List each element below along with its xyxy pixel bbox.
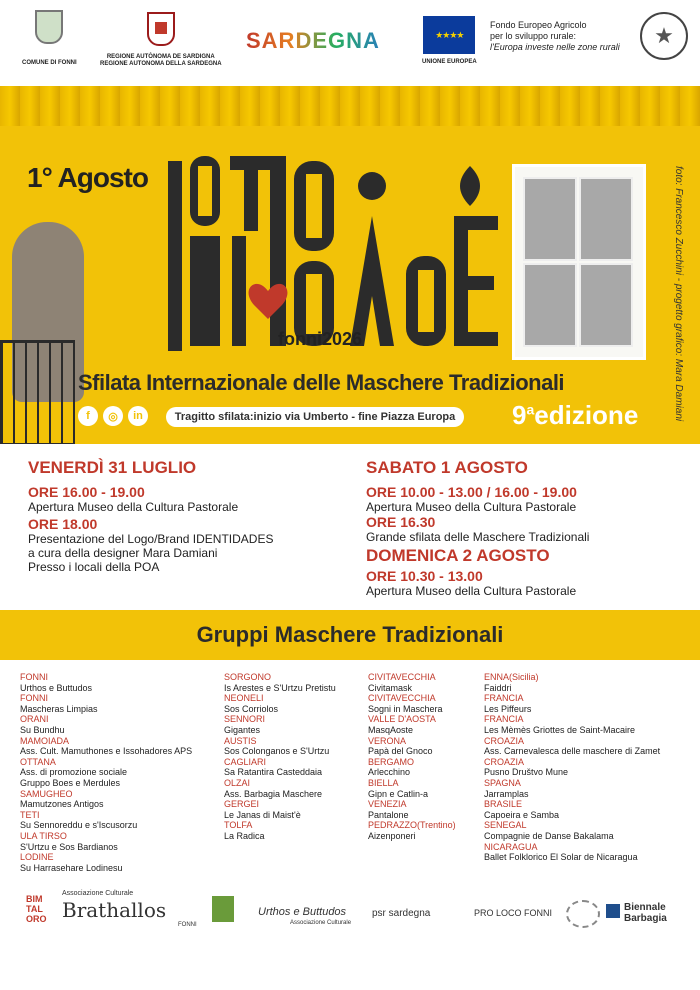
day-friday: VENERDÌ 31 LUGLIO (28, 458, 197, 477)
group-place: ULA TIRSO (20, 830, 67, 841)
time-saturday-2: ORE 16.30 (366, 514, 436, 530)
time-sunday-1: ORE 10.30 - 13.00 (366, 568, 483, 584)
sardegna-logo (246, 28, 380, 54)
event-saturday-2: Grande sfilata delle Maschere Tradizionali (366, 530, 590, 544)
sponsor-bar (0, 890, 700, 940)
group-name: S'Urtzu e Sos Bardianos (20, 841, 118, 852)
group-place: TETI (20, 809, 40, 820)
event-saturday-1: Apertura Museo della Cultura Pastorale (366, 500, 577, 514)
event-friday-2: Presentazione del Logo/Brand IDENTIDADES (28, 532, 274, 546)
barbagia-text: Barbagia (624, 913, 667, 924)
event-date: 1° Agosto (27, 162, 148, 193)
group-place: GERGEI (224, 799, 260, 810)
group-name: Pusno Društvo Mune (484, 767, 569, 778)
group-place: FRANCIA (484, 714, 524, 725)
group-place: ORANI (20, 714, 49, 725)
bim-logo: BIM TAL ORO (26, 894, 47, 924)
regione-crest-icon (147, 12, 175, 46)
group-place: LODINE (20, 852, 54, 863)
biennale-mark-icon (606, 904, 620, 918)
event-friday-1: Apertura Museo della Cultura Pastorale (28, 500, 239, 514)
groups-band (0, 610, 700, 660)
group-place: SENEGAL (484, 820, 527, 831)
social-icons (78, 406, 148, 426)
feasr-line-2: per lo sviluppo rurale: (490, 31, 577, 41)
group-name: Gigantes (224, 724, 261, 735)
instagram-icon[interactable]: ◎ (103, 406, 123, 426)
balcony-railing (0, 340, 75, 444)
group-name: Urthos e Buttudos (20, 682, 93, 693)
comune-crest-icon (35, 10, 63, 44)
urthos-logo: Urthos e Buttudos (258, 906, 347, 918)
feasr-line-1: Fondo Europeo Agricolo (490, 20, 587, 30)
comune-fonni-logo (22, 10, 77, 67)
regione-logo (100, 12, 222, 68)
comune-label: COMUNE DI FONNI (22, 60, 77, 66)
group-name: Gruppo Boes e Merdules (20, 777, 121, 788)
group-name: Su Sennoreddu e s'Iscusorzu (20, 820, 138, 831)
hero-banner (0, 126, 700, 444)
group-name: Les Mèmès Griottes de Saint-Macaire (484, 724, 636, 735)
day-sunday: DOMENICA 2 AGOSTO (366, 546, 550, 565)
sponsor-circle-icon (566, 900, 600, 928)
regione-label-it: REGIONE AUTONOMA DELLA SARDEGNA (100, 61, 222, 67)
italian-republic-emblem-icon: ★ (640, 12, 688, 60)
facebook-icon[interactable]: f (78, 406, 98, 426)
group-place: SAMUGHEO (20, 788, 73, 799)
group-place: NICARAGUA (484, 841, 538, 852)
group-place: FONNI (20, 693, 48, 704)
psr-logo: psr sardegna (372, 908, 431, 919)
groups-column-4 (484, 672, 660, 863)
feasr-text (490, 20, 630, 53)
proloco-logo: PRO LOCO FONNI (474, 908, 553, 918)
group-name: La Radica (224, 830, 265, 841)
brathallos-logo: Brathallos (62, 898, 167, 922)
day-saturday: SABATO 1 AGOSTO (366, 458, 528, 477)
group-place: FONNI (20, 672, 48, 682)
group-place: CIVITAVECCHIA (368, 672, 436, 682)
group-name: Ass. di promozione sociale (20, 767, 128, 778)
group-place: CROAZIA (484, 756, 525, 767)
group-place: VERONA (368, 735, 407, 746)
group-place: TOLFA (224, 820, 253, 831)
group-name: Mamutzones Antigos (20, 799, 104, 810)
schedule-section (0, 444, 700, 610)
groups-column-2 (224, 672, 336, 842)
window-image (512, 164, 646, 360)
group-place: OLZAI (224, 777, 251, 788)
biennale-logo (624, 902, 667, 924)
edition-ordinal: a (526, 401, 535, 418)
brathallos-sub: FONNI (178, 922, 197, 928)
brathallos-assoc: Associazione Culturale (62, 890, 134, 897)
event-friday-4: Presso i locali della POA (28, 560, 160, 574)
group-place: AUSTIS (224, 735, 257, 746)
group-name: Sos Colonganos e S'Urtzu (224, 746, 330, 757)
event-friday-3: a cura della designer Mara Damiani (28, 546, 218, 560)
group-name: Su Bundhu (20, 724, 65, 735)
group-name: Papà del Gnoco (368, 746, 433, 757)
groups-column-3 (368, 672, 456, 842)
group-name: Ass. Cult. Mamuthones e Issohadores APS (20, 746, 193, 757)
leaf-logo-icon (212, 896, 234, 922)
group-place: NEONELI (224, 693, 264, 704)
fonni-2026-label: fonni2026 (278, 329, 363, 349)
group-name: Aizenponeri (368, 830, 416, 841)
urthos-sub: Associazione Culturale (290, 920, 352, 926)
group-place: ENNA(Sicilia) (484, 672, 539, 682)
group-name: Gipn e Catlin-a (368, 788, 429, 799)
group-name: Civitamask (368, 682, 413, 693)
sardegna-text: SARDEGNA (246, 28, 380, 53)
group-place: VENEZIA (368, 799, 407, 810)
group-place: SORGONO (224, 672, 272, 682)
biennale-text: Biennale (624, 902, 666, 913)
group-name: Compagnie de Danse Bakalama (484, 830, 614, 841)
event-subtitle: Sfilata Internazionale delle Maschere Tradizionali (78, 370, 565, 395)
group-name: Faiddri (484, 682, 512, 693)
group-name: Les Piffeurs (484, 703, 532, 714)
group-name: Ballet Folklorico El Solar de Nicaragua (484, 852, 638, 863)
edition-label (512, 400, 638, 431)
group-place: VALLE D'AOSTA (368, 714, 436, 725)
group-place: BIELLA (368, 777, 399, 788)
group-name: Pantalone (368, 809, 409, 820)
group-name: Jarramplas (484, 788, 529, 799)
photo-credit: foto: Francesco Zucchini - progetto grafico: Mara Damiani (673, 166, 684, 422)
group-place: BERGAMO (368, 756, 415, 767)
groups-title: Gruppi Maschere Tradizionali (196, 622, 504, 647)
group-place: FRANCIA (484, 693, 524, 704)
time-saturday-1: ORE 10.00 - 13.00 / 16.00 - 19.00 (366, 484, 577, 500)
group-name: MasqAoste (368, 724, 414, 735)
eu-label: UNIONE EUROPEA (422, 59, 477, 65)
linkedin-icon[interactable]: in (128, 406, 148, 426)
groups-column-1 (20, 672, 192, 873)
group-place: PEDRAZZO(Trentino) (368, 820, 456, 831)
time-friday-1: ORE 16.00 - 19.00 (28, 484, 145, 500)
identidades-logo (160, 156, 505, 356)
group-name: Ass. Carnevalesca delle maschere di Zamet (484, 746, 661, 757)
group-place: CIVITAVECCHIA (368, 693, 436, 704)
logo-bar (0, 0, 700, 86)
group-place: SPAGNA (484, 777, 521, 788)
group-name: Sogni in Maschera (368, 703, 443, 714)
edition-number: 9 (512, 400, 527, 430)
group-place: CROAZIA (484, 735, 525, 746)
event-sunday-1: Apertura Museo della Cultura Pastorale (366, 584, 577, 598)
edition-word: edizione (534, 400, 639, 430)
time-friday-2: ORE 18.00 (28, 516, 98, 532)
eu-logo (422, 16, 477, 66)
group-name: Su Harrasehare Lodinesu (20, 862, 123, 873)
group-name: Ass. Barbagia Maschere (224, 788, 323, 799)
group-place: OTTANA (20, 756, 56, 767)
group-name: Sa Ratantira Casteddaia (224, 767, 323, 778)
feasr-line-3: l'Europa investe nelle zone rurali (490, 42, 620, 52)
group-name: Is Arestes e S'Urtzu Pretistu (224, 682, 336, 693)
eu-flag-icon: ★★★★ (423, 16, 475, 54)
group-name: Arlecchino (368, 767, 411, 778)
route-pill: Tragitto sfilata:inizio via Umberto - fine Piazza Europa (166, 407, 464, 427)
group-name: Mascheras Limpias (20, 703, 98, 714)
group-place: BRASILE (484, 799, 523, 810)
group-place: MAMOIADA (20, 735, 70, 746)
group-place: SENNORI (224, 714, 266, 725)
group-name: Capoeira e Samba (484, 809, 560, 820)
group-name: Sos Corriolos (224, 703, 279, 714)
regione-label: REGIONE AUTÒNOMA DE SARDIGNA (106, 54, 215, 60)
group-place: CAGLIARI (224, 756, 267, 767)
group-name: Le Janas di Maist'è (224, 809, 301, 820)
